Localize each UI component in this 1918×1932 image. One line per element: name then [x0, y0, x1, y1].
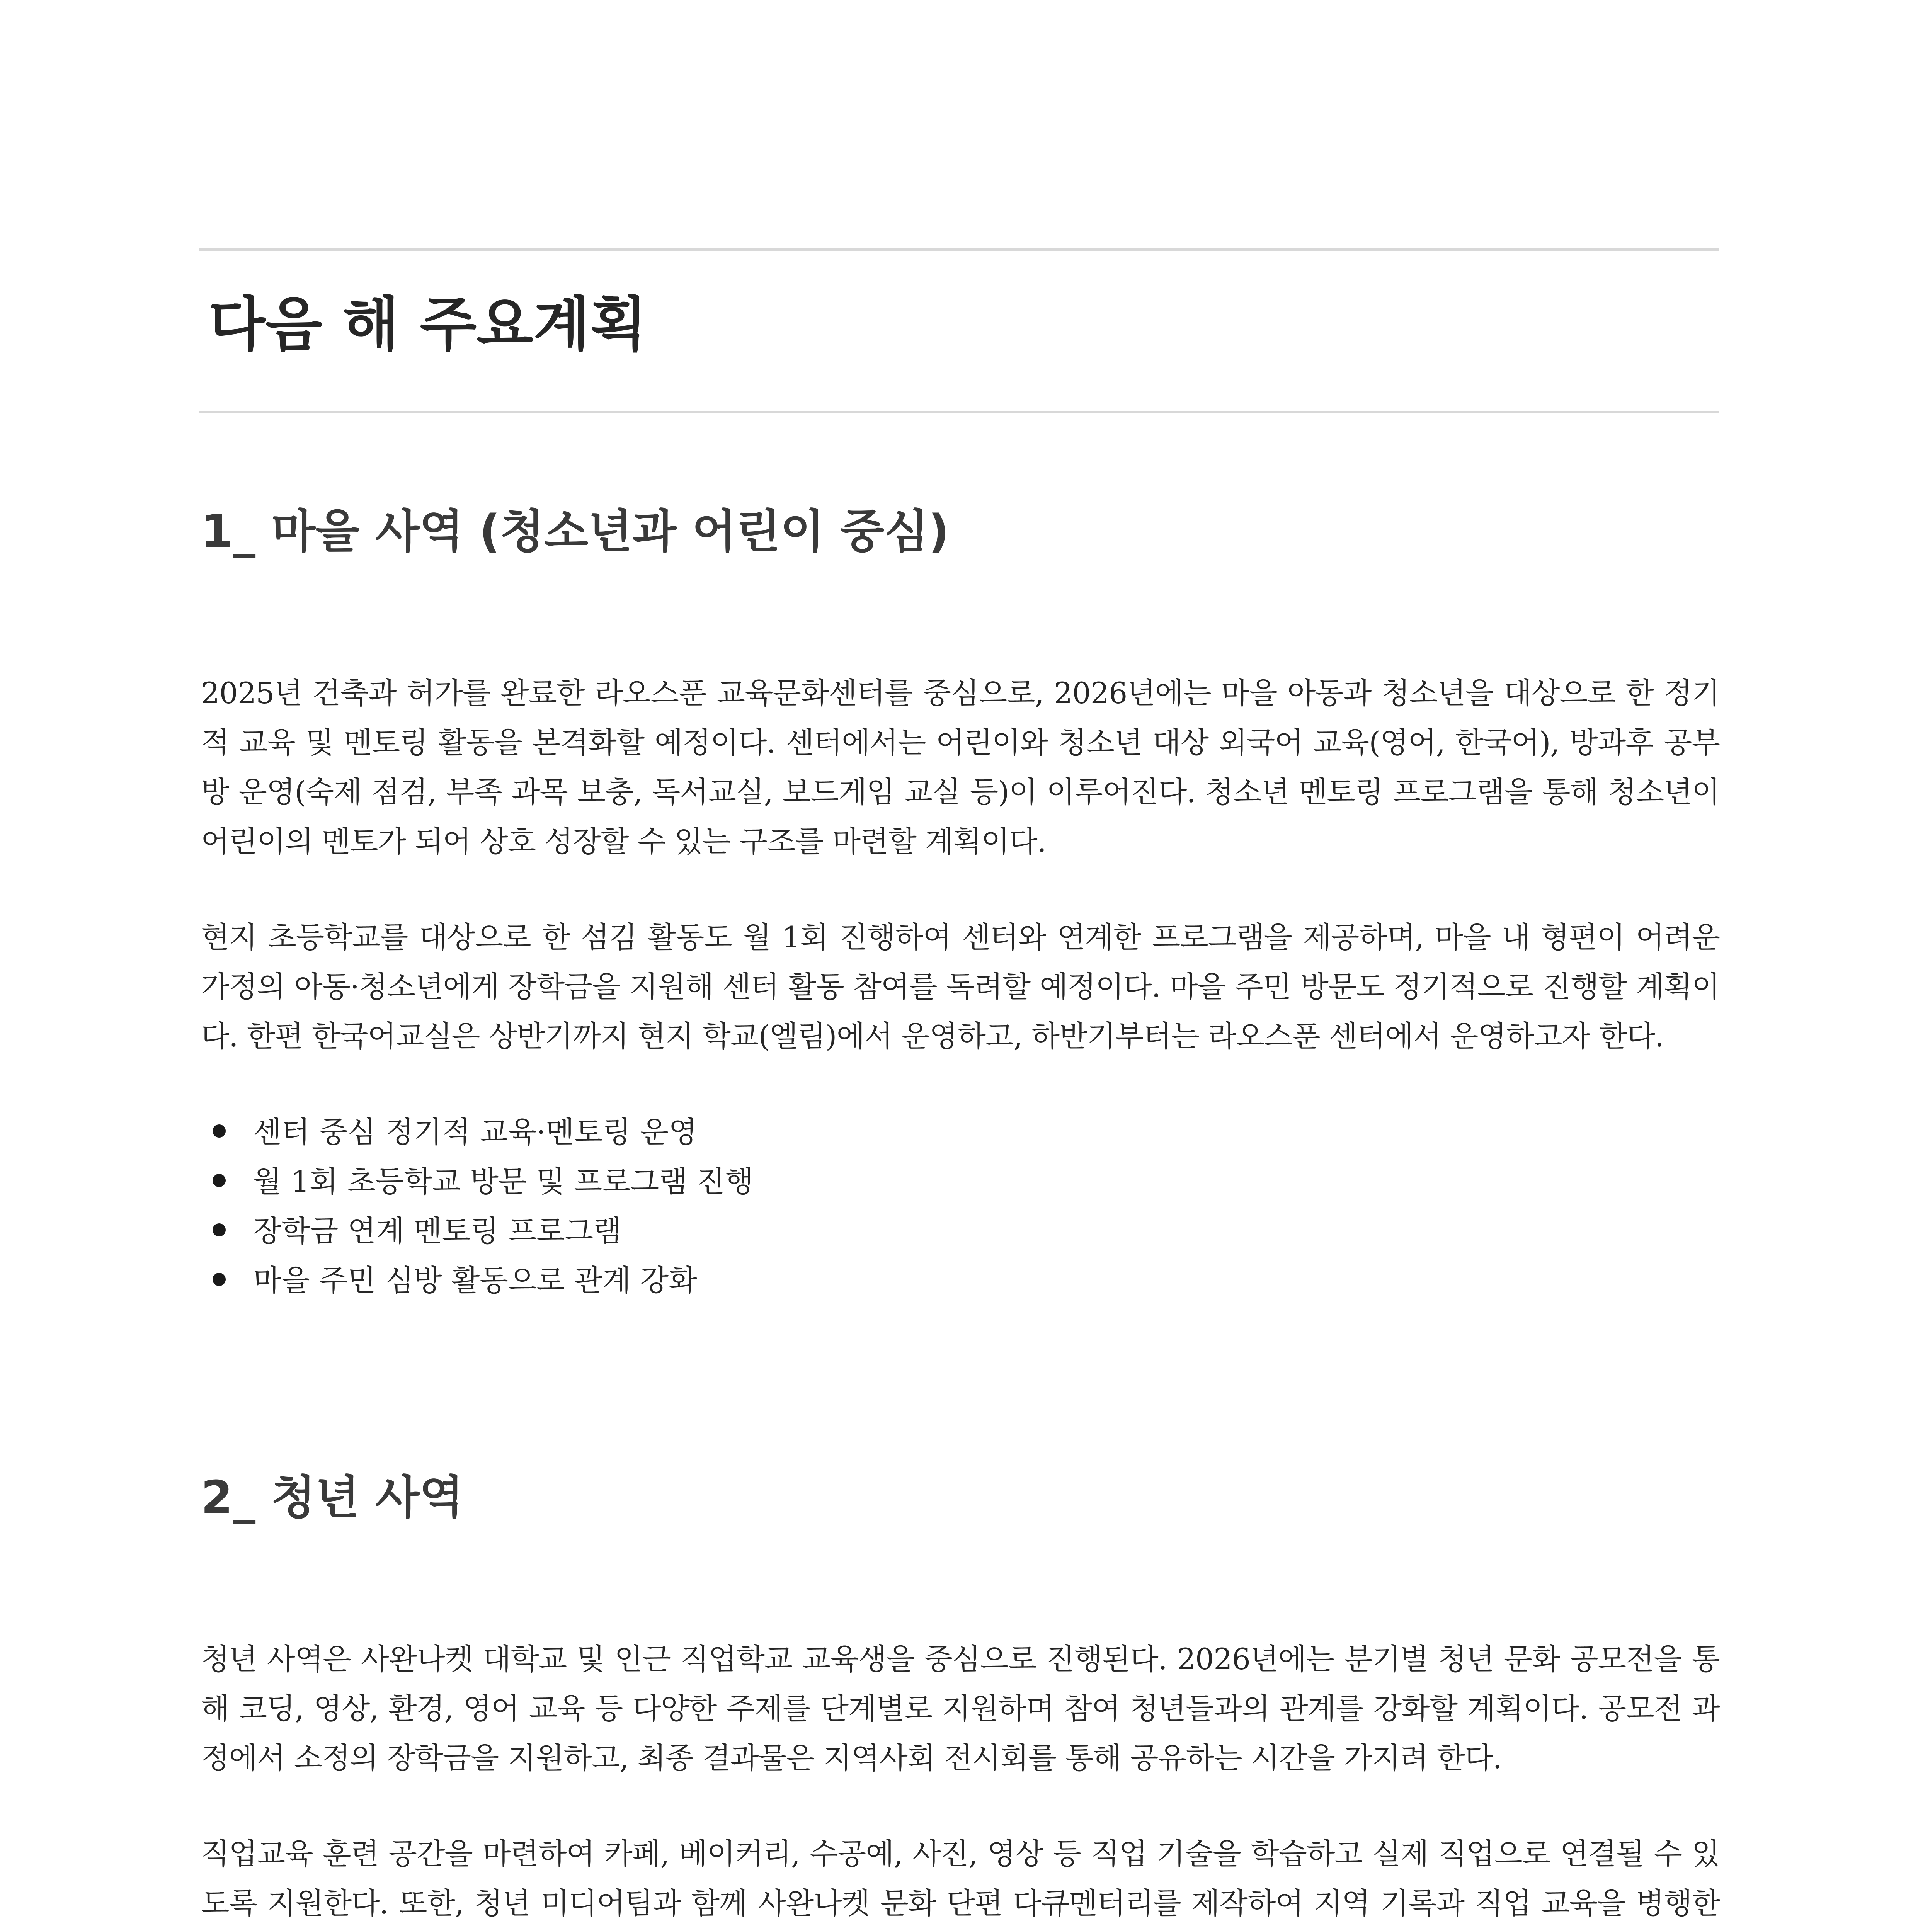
- title-bottom-divider: [199, 411, 1719, 413]
- title-top-divider: [199, 248, 1719, 251]
- paragraph: 직업교육 훈련 공간을 마련하여 카페, 베이커리, 수공예, 사진, 영상 등 직업 기술을 학습하고 실제 직업으로 연결될 수 있도록 지원한다. 또한, 청년 미디어팀과 함께 사완나켓 문화 단편 다큐멘터리를 제작하여 지역 기록과 직업 교육을 병행한: [201, 1837, 1720, 1920]
- bullet-icon: [213, 1223, 226, 1236]
- list-item-text: 장학금 연계 멘토링 프로그램: [253, 1214, 622, 1248]
- section-heading: 1_ 마을 사역 (청소년과 어린이 중심): [201, 505, 950, 558]
- list-item: [201, 1107, 1720, 1157]
- section-heading: 2_ 청년 사역: [201, 1471, 464, 1524]
- section-village-ministry: [201, 498, 1720, 1305]
- list-item-text: 센터 중심 정기적 교육·멘토링 운영: [253, 1115, 697, 1149]
- bullet-icon: [213, 1124, 226, 1138]
- bullet-list: [201, 1107, 1720, 1305]
- list-item: [201, 1206, 1720, 1256]
- list-item: [201, 1256, 1720, 1305]
- bullet-icon: [213, 1273, 226, 1286]
- paragraph: 2025년 건축과 허가를 완료한 라오스푼 교육문화센터를 중심으로, 2026년에는 마을 아동과 청소년을 대상으로 한 정기적 교육 및 멘토링 활동을 본격화할 예정이다. 센터에서는 어린이와 청소년 대상 외국어 교육(영어, 한국어), 방과후 공부방 운영(숙제 점검, 부족 과목 보충, 독서교실, 보드게임 교실 등)이 이루어진다. 청소년 멘토링 프로그램을 통해 청소년이 어린이의 멘토가 되어 상호 성장할 수 있는 구조를 마련할 계획이다.: [201, 676, 1720, 859]
- list-item: [201, 1157, 1720, 1206]
- paragraph: 청년 사역은 사완나켓 대학교 및 인근 직업학교 교육생을 중심으로 진행된다. 2026년에는 분기별 청년 문화 공모전을 통해 코딩, 영상, 환경, 영어 교육 등 다양한 주제를 단계별로 지원하며 참여 청년들과의 관계를 강화할 계획이다. 공모전 과정에서 소정의 장학금을 지원하고, 최종 결과물은 지역사회 전시회를 통해 공유하는 시간을 가지려 한다.: [201, 1642, 1720, 1775]
- list-item-text: 마을 주민 심방 활동으로 관계 강화: [253, 1263, 697, 1298]
- list-item-text: 월 1회 초등학교 방문 및 프로그램 진행: [253, 1164, 754, 1199]
- section-youth-ministry: [201, 1464, 1720, 1932]
- bullet-icon: [213, 1174, 226, 1187]
- paragraph: 현지 초등학교를 대상으로 한 섬김 활동도 월 1회 진행하여 센터와 연계한 프로그램을 제공하며, 마을 내 형편이 어려운 가정의 아동·청소년에게 장학금을 지원해 센터 활동 참여를 독려할 예정이다. 마을 주민 방문도 정기적으로 진행할 계획이다. 한편 한국어교실은 상반기까지 현지 학교(엘림)에서 운영하고, 하반기부터는 라오스푼 센터에서 운영하고자 한다.: [201, 920, 1720, 1053]
- page-title: 다음 해 주요계획: [209, 290, 647, 359]
